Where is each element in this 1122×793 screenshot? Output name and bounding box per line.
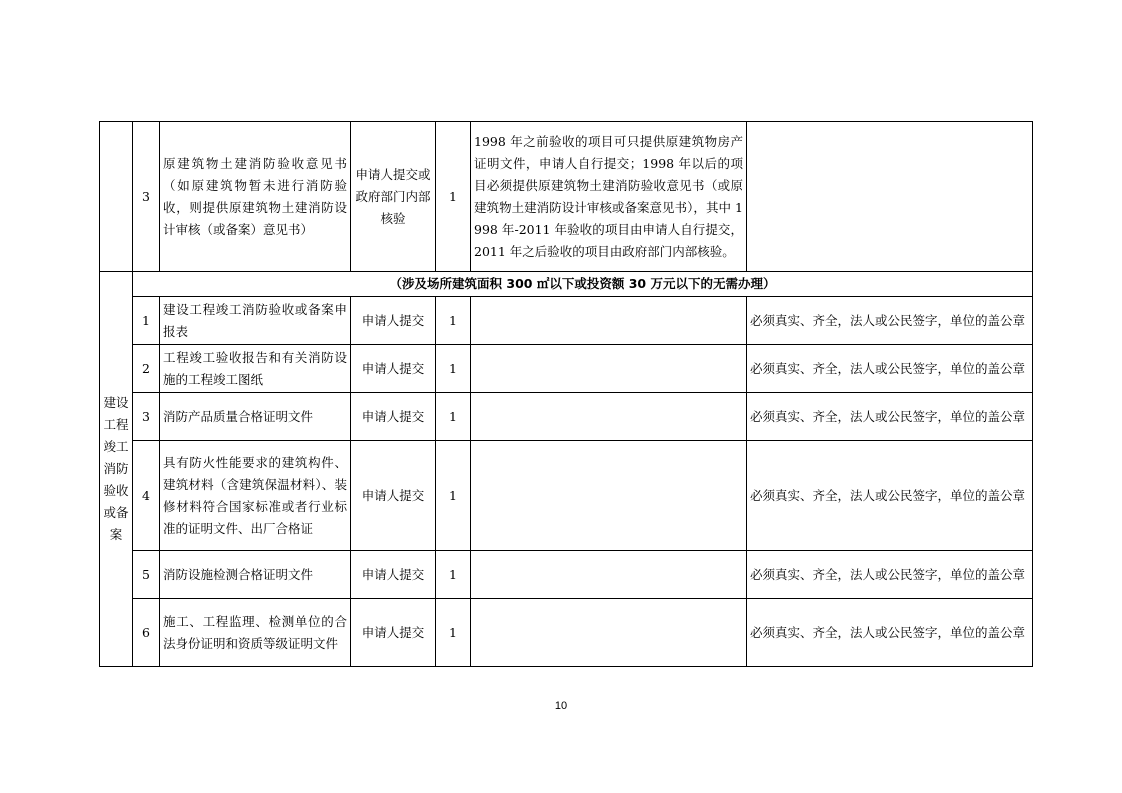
material-name: 具有防火性能要求的建筑构件、建筑材料（含建筑保温材料）、装修材料符合国家标准或者行业标准的证明文件、出厂合格证 — [160, 441, 351, 551]
copies-count: 1 — [436, 297, 471, 345]
material-source: 申请人提交 — [351, 393, 436, 441]
row-index: 6 — [133, 599, 160, 667]
table-row — [100, 345, 1033, 393]
section-header: （涉及场所建筑面积 300 ㎡以下或投资额 30 万元以下的无需办理） — [133, 272, 1033, 297]
requirement-cell: 必须真实、齐全，法人或公民签字，单位的盖公章 — [747, 393, 1033, 441]
material-name: 建设工程竣工消防验收或备案申报表 — [160, 297, 351, 345]
copies-count: 1 — [436, 441, 471, 551]
requirement-cell — [747, 122, 1033, 272]
table-row — [100, 122, 1033, 272]
material-source: 申请人提交或政府部门内部核验 — [351, 122, 436, 272]
category-cell-continued — [100, 122, 133, 272]
section-header-row — [100, 272, 1033, 297]
material-note — [471, 551, 747, 599]
material-source: 申请人提交 — [351, 599, 436, 667]
materials-table — [99, 121, 1033, 667]
material-note: 1998 年之前验收的项目可只提供原建筑物房产证明文件，申请人自行提交；1998 年以后的项目必须提供原建筑物土建消防验收意见书（或原建筑物土建消防设计审核或备案意见书），其中 1998 年-2011 年验收的项目由申请人自行提交，2011 年之后验收的项目由政府部门内部核验。 — [471, 122, 747, 272]
material-source: 申请人提交 — [351, 441, 436, 551]
requirement-cell: 必须真实、齐全，法人或公民签字，单位的盖公章 — [747, 297, 1033, 345]
material-source: 申请人提交 — [351, 345, 436, 393]
material-note — [471, 345, 747, 393]
copies-count: 1 — [436, 599, 471, 667]
material-name: 消防产品质量合格证明文件 — [160, 393, 351, 441]
row-index: 3 — [133, 393, 160, 441]
material-note — [471, 297, 747, 345]
material-name: 工程竣工验收报告和有关消防设施的工程竣工图纸 — [160, 345, 351, 393]
material-name: 原建筑物土建消防验收意见书（如原建筑物暂未进行消防验收，则提供原建筑物土建消防设计审核（或备案）意见书） — [160, 122, 351, 272]
row-index: 1 — [133, 297, 160, 345]
requirement-cell: 必须真实、齐全，法人或公民签字，单位的盖公章 — [747, 599, 1033, 667]
material-note — [471, 441, 747, 551]
row-index: 5 — [133, 551, 160, 599]
material-source: 申请人提交 — [351, 297, 436, 345]
table-row — [100, 599, 1033, 667]
requirement-cell: 必须真实、齐全，法人或公民签字，单位的盖公章 — [747, 441, 1033, 551]
table-row — [100, 551, 1033, 599]
copies-count: 1 — [436, 122, 471, 272]
row-index: 4 — [133, 441, 160, 551]
row-index: 3 — [133, 122, 160, 272]
material-name: 施工、工程监理、检测单位的合法身份证明和资质等级证明文件 — [160, 599, 351, 667]
copies-count: 1 — [436, 345, 471, 393]
page-number: 10 — [554, 700, 568, 712]
material-name: 消防设施检测合格证明文件 — [160, 551, 351, 599]
table-row — [100, 441, 1033, 551]
material-note — [471, 599, 747, 667]
requirement-cell: 必须真实、齐全，法人或公民签字，单位的盖公章 — [747, 345, 1033, 393]
row-index: 2 — [133, 345, 160, 393]
table-row — [100, 297, 1033, 345]
requirement-cell: 必须真实、齐全，法人或公民签字，单位的盖公章 — [747, 551, 1033, 599]
material-source: 申请人提交 — [351, 551, 436, 599]
copies-count: 1 — [436, 551, 471, 599]
material-note — [471, 393, 747, 441]
copies-count: 1 — [436, 393, 471, 441]
table-row — [100, 393, 1033, 441]
category-cell: 建设工程竣工消防验收或备案 — [100, 272, 133, 667]
